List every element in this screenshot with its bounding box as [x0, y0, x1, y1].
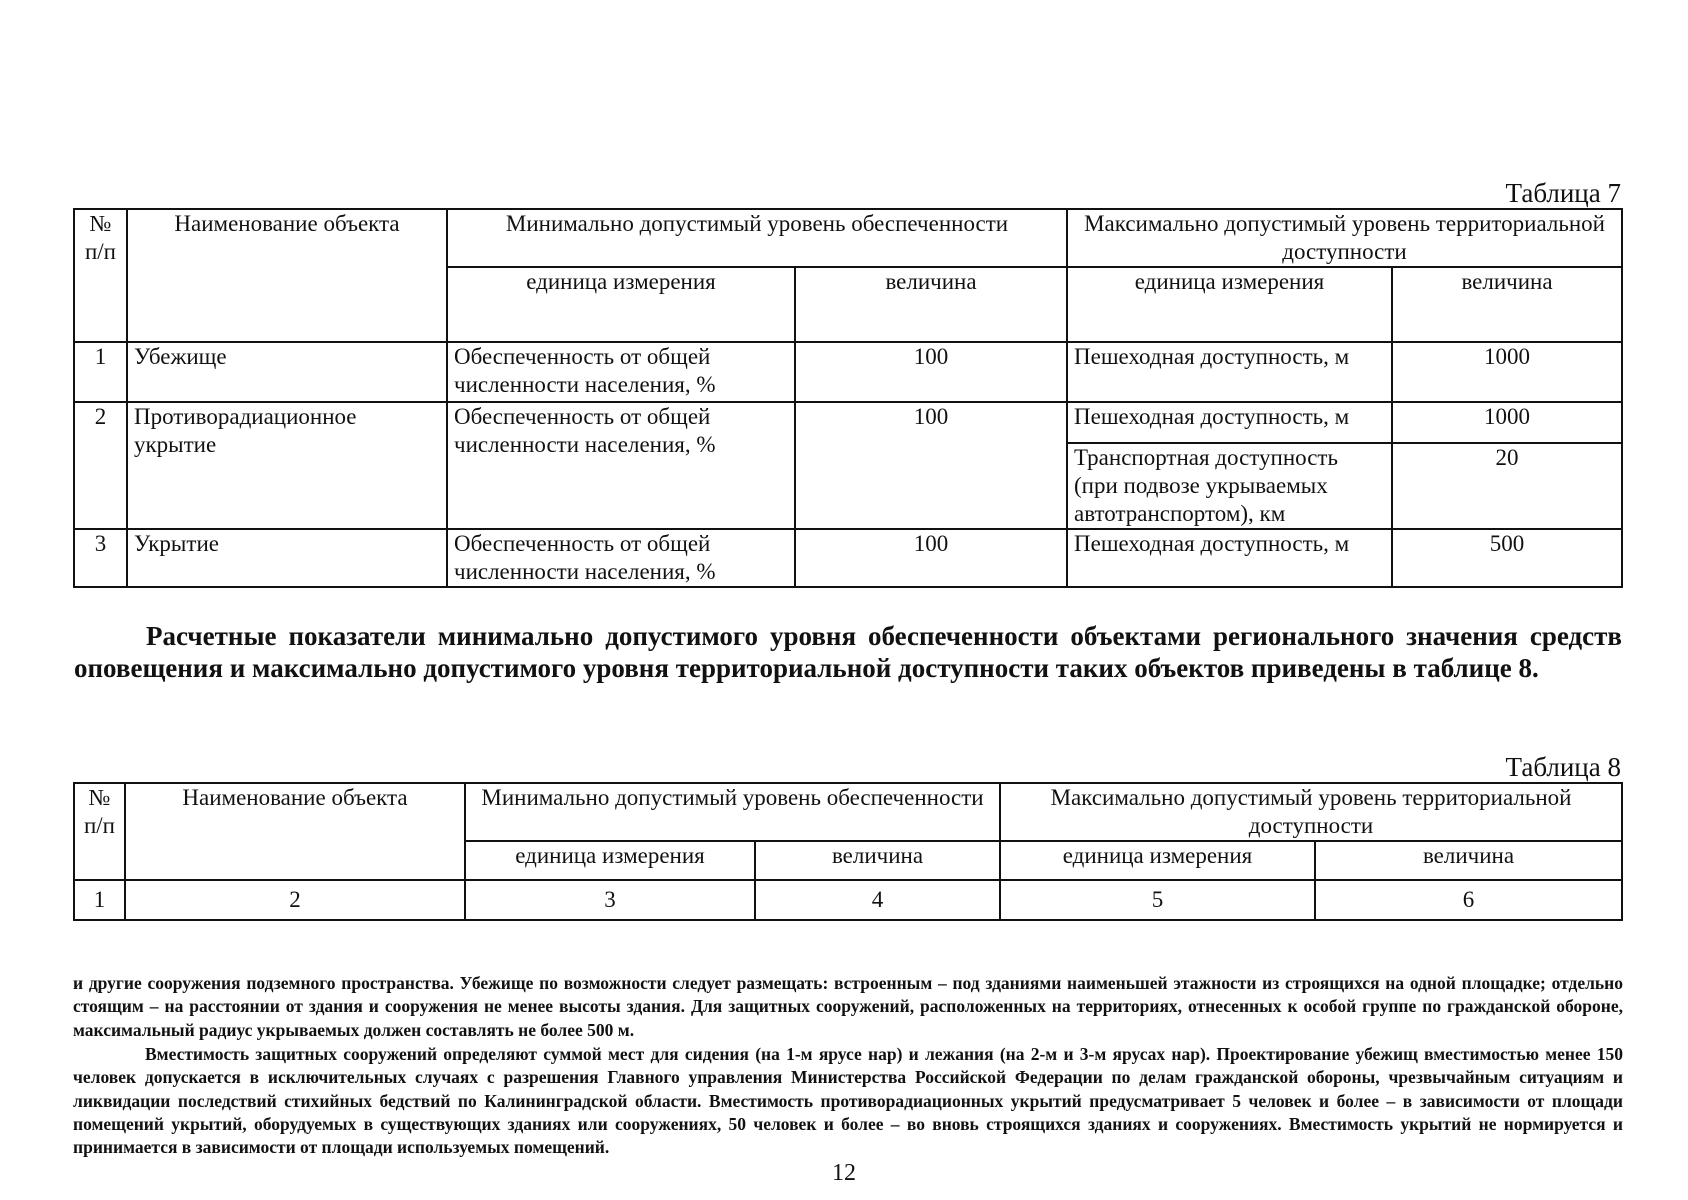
- row-min-value: 100: [795, 529, 1067, 587]
- table-row: [74, 880, 1622, 920]
- table-8-caption: Таблица 8: [1505, 752, 1621, 782]
- table-row: [74, 402, 1622, 443]
- row-min-value: 100: [795, 342, 1067, 402]
- footnote-paragraph-1: и другие сооружения подземного пространства. Убежище по возможности следует размещать: встроенным – под зданиями наименьшей этажности из строящихся на одной площадке; отдельно стоящим – на расстоянии от здания и сооружения не менее высоты здания. Для защитных сооружений, расположенных на территориях, отнесенных к особой группе по гражданской обороне, максимальный радиус укрываемых должен составлять не более 500 м.: [73, 973, 1623, 1040]
- row-min-unit: Обеспеченность от общей численности населения, %: [447, 342, 795, 402]
- row-max-value: 1000: [1392, 342, 1622, 402]
- row-name: Укрытие: [127, 529, 447, 587]
- table-7-header-row: [74, 209, 1622, 267]
- row-min-unit: Обеспеченность от общей численности населения, %: [447, 529, 795, 587]
- column-number-cell: 5: [1000, 880, 1315, 920]
- footnote-paragraph-2: Вместимость защитных сооружений определяют суммой мест для сидения (на 1-м ярусе нар) и лежания (на 2-м и 3-м ярусах нар). Проектирование убежищ вместимостью менее 150 человек допускается в исключительных случаях с разрешения Главного управления Министерства Российской Федерации по делам гражданской обороны, чрезвычайным ситуациям и ликвидации последствий стихийных бедствий по Калининградской области. Вместимость противорадиационных укрытий предусматривает 5 человек и более – в зависимости от площади помещений укрытий, оборудуемых в существующих зданиях или сооружениях, 50 человек и более – во вновь строящихся зданиях и сооружениях. Вместимость укрытий не нормируется и принимается в зависимости от площади используемых помещений.: [73, 1044, 1623, 1158]
- header-max-value: величина: [1315, 841, 1622, 880]
- header-max-unit: единица измерения: [1000, 841, 1315, 880]
- row-name: Противорадиационное укрытие: [127, 402, 447, 529]
- header-max-unit: единица измерения: [1067, 267, 1392, 342]
- header-min-unit: единица измерения: [447, 267, 795, 342]
- header-name: Наименование объекта: [127, 209, 447, 342]
- header-min-value: величина: [795, 267, 1067, 342]
- header-min-level: Минимально допустимый уровень обеспеченности: [447, 209, 1067, 267]
- column-number-cell: 1: [74, 880, 125, 920]
- header-num: № п/п: [74, 783, 125, 880]
- row-min-value: 100: [795, 402, 1067, 529]
- header-min-level: Минимально допустимый уровень обеспеченности: [465, 783, 1000, 841]
- header-name: Наименование объекта: [125, 783, 465, 880]
- table-8: [73, 782, 1623, 921]
- row-max-unit-2: Транспортная доступность (при подвозе укрываемых автотранспортом), км: [1067, 443, 1392, 529]
- row-num: 2: [74, 402, 127, 529]
- row-max-unit: Пешеходная доступность, м: [1067, 402, 1392, 443]
- row-max-value-2: 20: [1392, 443, 1622, 529]
- row-num: 3: [74, 529, 127, 587]
- page-number: 12: [832, 1160, 856, 1186]
- table-7-caption: Таблица 7: [1505, 178, 1621, 208]
- header-max-level: Максимально допустимый уровень территориальной доступности: [1067, 209, 1622, 267]
- row-min-unit: Обеспеченность от общей численности населения, %: [447, 402, 795, 529]
- header-num: № п/п: [74, 209, 127, 342]
- column-number-cell: 3: [465, 880, 755, 920]
- column-number-cell: 4: [755, 880, 1000, 920]
- column-number-cell: 6: [1315, 880, 1622, 920]
- header-max-value: величина: [1392, 267, 1622, 342]
- column-number-cell: 2: [125, 880, 465, 920]
- row-max-value: 1000: [1392, 402, 1622, 443]
- row-name: Убежище: [127, 342, 447, 402]
- body-paragraph: Расчетные показатели минимально допустимого уровня обеспеченности объектами регионального значения средств оповещения и максимально допустимого уровня территориальной доступности таких объектов приведены в таблице 8.: [74, 621, 1622, 683]
- row-max-unit: Пешеходная доступность, м: [1067, 529, 1392, 587]
- row-max-value: 500: [1392, 529, 1622, 587]
- header-min-unit: единица измерения: [465, 841, 755, 880]
- table-row: [74, 529, 1622, 587]
- row-num: 1: [74, 342, 127, 402]
- header-max-level: Максимально допустимый уровень территориальной доступности: [1000, 783, 1622, 841]
- header-min-value: величина: [755, 841, 1000, 880]
- table-row: [74, 342, 1622, 402]
- row-max-unit: Пешеходная доступность, м: [1067, 342, 1392, 402]
- table-8-header-row: [74, 783, 1622, 841]
- table-7: [73, 208, 1623, 588]
